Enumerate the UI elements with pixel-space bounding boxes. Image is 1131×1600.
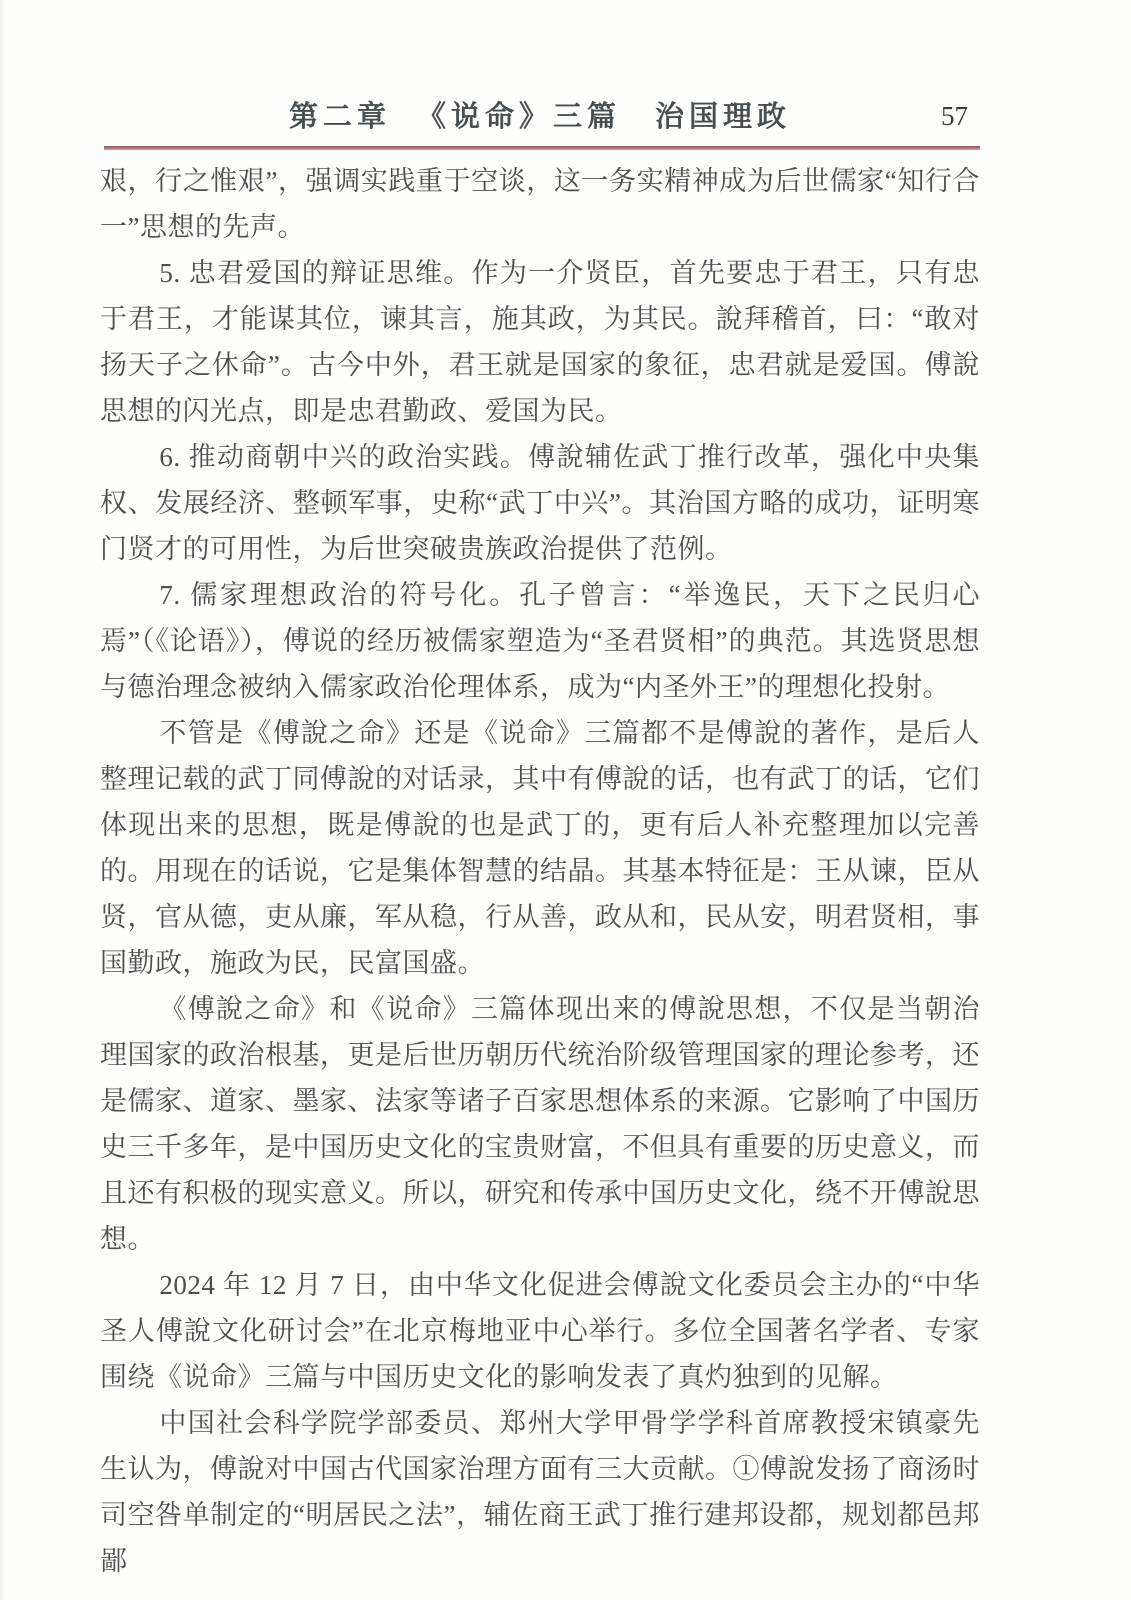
paragraph: 不管是《傅說之命》还是《说命》三篇都不是傅說的著作，是后人整理记载的武丁同傅說的对话录，其中有傅說的话，也有武丁的话，它们体现出来的思想，既是傅說的也是武丁的，更有后人补充整理加以完善的。用现在的话说，它是集体智慧的结晶。其基本特征是：王从谏，臣从贤，官从德，吏从廉，军从稳，行从善，政从和，民从安，明君贤相，事国勤政，施政为民，民富国盛。 xyxy=(100,718,980,978)
chapter-heading xyxy=(289,98,791,136)
paragraph: 《傅說之命》和《说命》三篇体现出来的傅說思想，不仅是当朝治理国家的政治根基，更是后世历朝历代统治阶级管理国家的理论参考，还是儒家、道家、墨家、法家等诸子百家思想体系的来源。它影响了中国历史三千多年，是中国历史文化的宝贵财富，不但具有重要的历史意义，而且还有积极的现实意义。所以，研究和传承中国历史文化，绕不开傅說思想。 xyxy=(100,994,980,1254)
body-text xyxy=(100,158,980,1584)
paragraph: 5. 忠君爱国的辩证思维。作为一介贤臣，首先要忠于君王，只有忠于君王，才能谋其位，谏其言，施其政，为其民。說拜稽首，曰：“敢对扬天子之休命”。古今中外，君王就是国家的象征，忠君就是爱国。傅說思想的闪光点，即是忠君勤政、爱国为民。 xyxy=(100,258,980,426)
paragraph: 2024 年 12 月 7 日，由中华文化促进会傅說文化委员会主办的“中华圣人傅說文化研讨会”在北京梅地亚中心举行。多位全国著名学者、专家围绕《说命》三篇与中国历史文化的影响发表了真灼独到的见解。 xyxy=(100,1270,980,1392)
scan-edge-artifact xyxy=(0,0,4,1600)
chapter-title: 《说命》三篇 治国理政 xyxy=(417,101,792,133)
paragraph: 6. 推动商朝中兴的政治实践。傅說辅佐武丁推行改革，强化中央集权、发展经济、整顿军事，史称“武丁中兴”。其治国方略的成功，证明寒门贤才的可用性，为后世突破贵族政治提供了范例。 xyxy=(100,442,980,564)
chapter-label: 第二章 xyxy=(288,101,391,133)
page-number: 57 xyxy=(941,101,968,131)
header-rule xyxy=(104,146,980,150)
running-head xyxy=(100,98,980,138)
paragraph: 中国社会科学院学部委员、郑州大学甲骨学学科首席教授宋镇豪先生认为，傅說对中国古代国家治理方面有三大贡献。①傅說发扬了商汤时司空咎单制定的“明居民之法”，辅佐商王武丁推行建邦设都，规划都邑邦鄙 xyxy=(100,1408,980,1576)
paragraph: 艰，行之惟艰”，强调实践重于空谈，这一务实精神成为后世儒家“知行合一”思想的先声。 xyxy=(100,166,980,242)
paragraph: 7. 儒家理想政治的符号化。孔子曾言：“举逸民，天下之民归心焉”（《论语》），傅说的经历被儒家塑造为“圣君贤相”的典范。其选贤思想与德治理念被纳入儒家政治伦理体系，成为“内圣外王”的理想化投射。 xyxy=(100,580,980,702)
